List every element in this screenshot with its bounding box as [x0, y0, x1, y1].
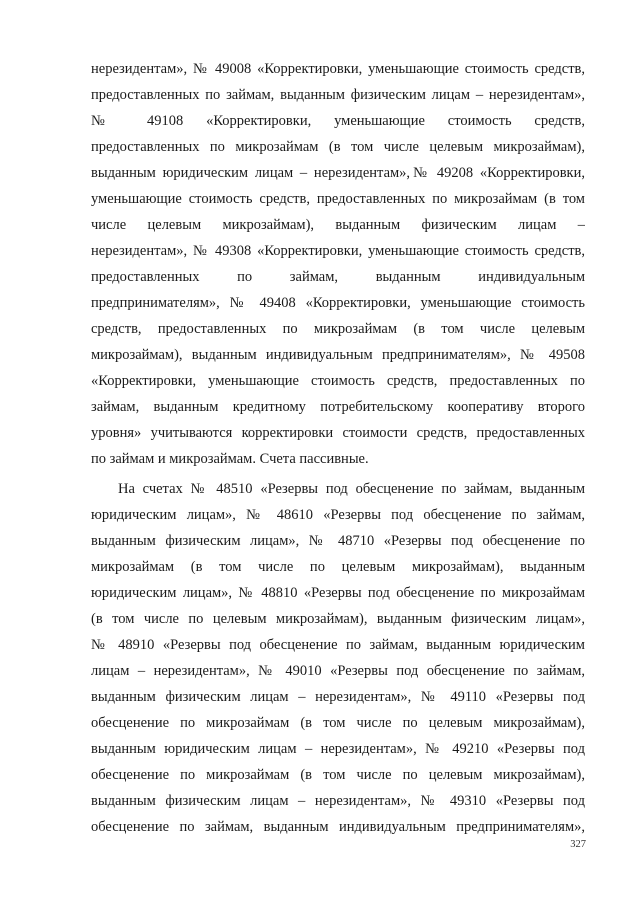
text-line: На счетах № 48510 «Резервы под обесценение по займам, выданным: [118, 481, 585, 497]
text-line: предоставленных по займам, выданным индивидуальным: [91, 269, 585, 285]
text-line: выданным юридическим лицам – нерезидентам»,№ 49208 «Корректировки,: [91, 165, 585, 181]
page-number: 327: [570, 839, 586, 850]
text-line: нерезидентам», № 49308 «Корректировки, уменьшающие стоимость средств,: [91, 243, 585, 259]
text-line: уменьшающие стоимость средств, предоставленных по микрозаймам (в том: [91, 191, 585, 207]
text-line: лицам – нерезидентам», № 49010 «Резервы под обесценение по займам,: [91, 663, 585, 679]
text-line: обесценение по займам, выданным индивидуальным предпринимателям»,: [91, 819, 585, 835]
text-line: обесценение по микрозаймам (в том числе по целевым микрозаймам),: [91, 715, 585, 731]
text-line: нерезидентам», № 49008 «Корректировки, уменьшающие стоимость средств,: [91, 61, 585, 77]
text-line: микрозаймам (в том числе по целевым микрозаймам), выданным: [91, 559, 585, 575]
text-line: выданным физическим лицам», № 48710 «Резервы под обесценение по: [91, 533, 585, 549]
text-line: юридическим лицам», № 48610 «Резервы под обесценение по займам,: [91, 507, 585, 523]
text-line: предпринимателям», № 49408 «Корректировки, уменьшающие стоимость: [91, 295, 585, 311]
text-line: № 49108 «Корректировки, уменьшающие стоимость средств,: [91, 113, 585, 129]
text-line: выданным физическим лицам – нерезидентам», № 49310 «Резервы под: [91, 793, 585, 809]
text-line: микрозаймам), выданным индивидуальным предпринимателям», № 49508: [91, 347, 585, 363]
text-line: займам, выданным кредитному потребительскому кооперативу второго: [91, 399, 585, 415]
text-line: средств, предоставленных по микрозаймам (в том числе целевым: [91, 321, 585, 337]
text-line: предоставленных по микрозаймам (в том числе целевым микрозаймам),: [91, 139, 585, 155]
text-line: предоставленных по займам, выданным физическим лицам – нерезидентам»,: [91, 87, 585, 103]
text-line: юридическим лицам», № 48810 «Резервы под обесценение по микрозаймам: [91, 585, 585, 601]
text-line: № 48910 «Резервы под обесценение по займам, выданным юридическим: [91, 637, 585, 653]
text-line: выданным физическим лицам – нерезидентам», № 49110 «Резервы под: [91, 689, 585, 705]
text-line: числе целевым микрозаймам), выданным физическим лицам –: [91, 217, 585, 233]
text-line: по займам и микрозаймам. Счета пассивные.: [91, 451, 369, 467]
text-line: обесценение по микрозаймам (в том числе по целевым микрозаймам),: [91, 767, 585, 783]
text-line: уровня» учитываются корректировки стоимости средств, предоставленных: [91, 425, 585, 441]
text-line: (в том числе по целевым микрозаймам), выданным физическим лицам»,: [91, 611, 585, 627]
text-line: выданным юридическим лицам – нерезидентам», № 49210 «Резервы под: [91, 741, 585, 757]
text-line: «Корректировки, уменьшающие стоимость средств, предоставленных по: [91, 373, 585, 389]
